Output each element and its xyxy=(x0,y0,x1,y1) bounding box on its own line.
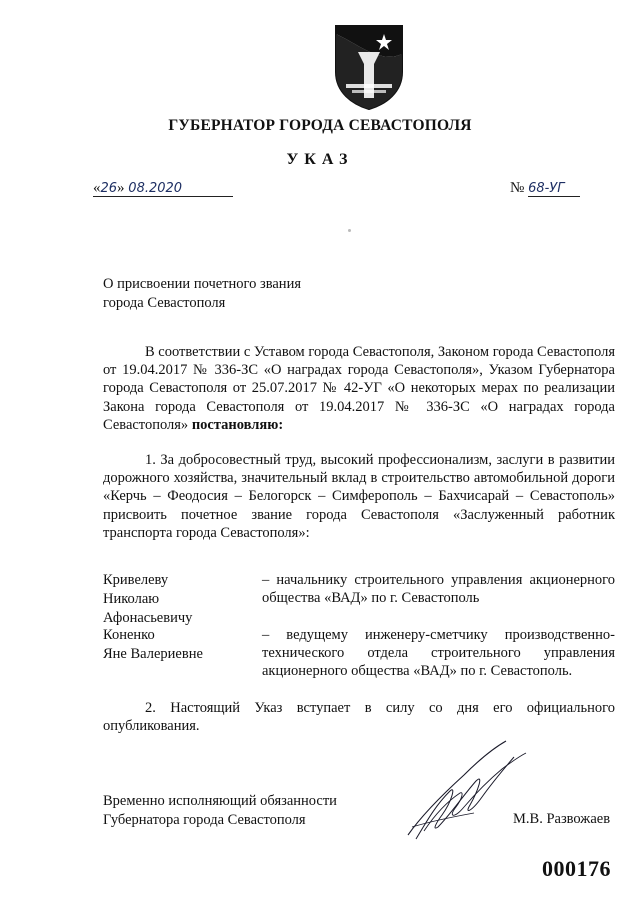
date-month-year: 08.2020 xyxy=(128,181,183,196)
handwritten-signature xyxy=(402,735,532,847)
coat-of-arms-emblem xyxy=(328,24,410,110)
number-value: 68-УГ xyxy=(528,182,580,197)
date-open-quote: « xyxy=(93,180,101,196)
awardee-1-name xyxy=(103,571,192,628)
signatory-name: М.В. Развожаев xyxy=(513,811,611,827)
awardee-1-name-line: Кривелеву xyxy=(103,572,169,588)
signatory-title-line-2: Губернатора города Севастополя xyxy=(103,812,306,828)
date-day: 26 xyxy=(100,181,118,196)
decree-subject xyxy=(103,275,301,313)
clause-1-text: 1. За добросовестный труд, высокий профессионализм, заслуги в развитии дорожного хозяйства, значительный вклад в строительство автомобильной дороги «Керчь – Феодосия – Белогорск – Симферополь – Бахчисарай – Севастополь» присвоить почетное звание города Севастополя «Заслуженный работник транспорта города Севастополя»: xyxy=(103,452,615,541)
awardee-1-name-line: Николаю xyxy=(103,591,160,607)
awardee-2-name xyxy=(103,626,203,664)
preamble-text: В соответствии с Уставом города Севастополя, Законом города Севастополя от 19.04.2017 № 336-ЗС «О наградах города Севастополя», Указом Губернатора города Севастополя от 25.07.2017 № 42-УГ «О некоторых мерах по реализации Закона города Севастополя от 19.04.2017 № 336-ЗС «О наградах города Севастополя» xyxy=(103,344,615,433)
awardee-1-position: – начальнику строительного управления акционерного общества «ВАД» по г. Севастополь xyxy=(262,572,615,607)
document-type-heading: УКАЗ xyxy=(286,151,354,168)
subject-line-2: города Севастополя xyxy=(103,295,226,311)
preamble-paragraph xyxy=(103,343,615,434)
clause-2-text: 2. Настоящий Указ вступает в силу со дня его официального опубликования. xyxy=(103,700,615,735)
signatory-title xyxy=(103,792,337,830)
decree-date xyxy=(93,180,243,197)
awardee-2-position: – ведущему инженеру-сметчику производственно-технического отдела строительного управления акционерного общества «ВАД» по г. Севастополь. xyxy=(262,627,615,680)
scan-speck xyxy=(348,229,351,232)
document-serial-number: 000176 xyxy=(542,856,611,881)
clause-2-paragraph xyxy=(103,699,615,735)
subject-line-1: О присвоении почетного звания xyxy=(103,276,301,292)
issuing-authority-title: ГУБЕРНАТОР ГОРОДА СЕВАСТОПОЛЯ xyxy=(168,117,472,134)
decree-number xyxy=(510,180,590,197)
awardee-2-name-line: Яне Валериевне xyxy=(103,646,203,662)
signatory-title-line-1: Временно исполняющий обязанности xyxy=(103,793,337,809)
preamble-bold-word: постановляю: xyxy=(191,416,284,433)
clause-1-paragraph xyxy=(103,451,615,542)
number-prefix: № xyxy=(510,180,525,196)
date-close-quote: » xyxy=(117,180,125,196)
awardee-1-name-line: Афонасьевичу xyxy=(103,610,193,626)
awardee-2-name-line: Коненко xyxy=(103,627,155,643)
